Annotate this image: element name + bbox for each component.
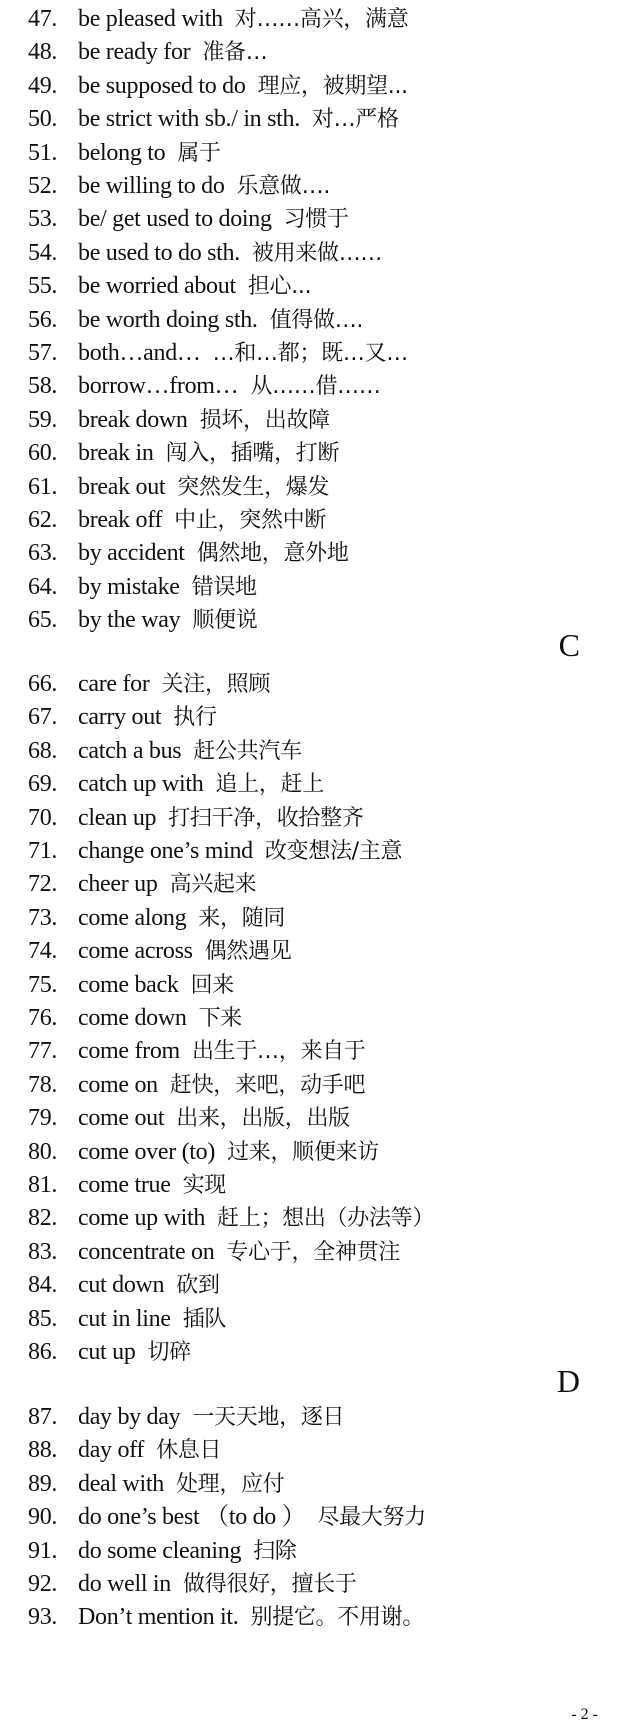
entry-english: break off (78, 507, 163, 533)
entry-number: 84. (28, 1272, 58, 1299)
entry-english: be ready for (78, 39, 191, 66)
vocab-entry (28, 803, 364, 833)
vocab-entry (28, 1103, 350, 1133)
vocab-entry (28, 1170, 226, 1200)
vocab-entry (28, 371, 381, 401)
entry-english: belong to (78, 139, 166, 166)
entry-english: be used to do sth. (78, 239, 240, 266)
entry-english: do one’s best （to do ） (78, 1504, 306, 1531)
entry-chinese: 出来，出版，出版 (176, 1106, 350, 1132)
entry-english: concentrate on (78, 1238, 215, 1265)
entry-chinese: 下来 (198, 1006, 243, 1031)
entry-number: 51. (28, 139, 58, 166)
entry-chinese: 值得做…. (269, 307, 364, 333)
vocab-entry (28, 1502, 426, 1532)
entry-number: 81. (28, 1172, 58, 1198)
vocab-entry (28, 1337, 191, 1367)
entry-number: 75. (28, 971, 58, 998)
entry-chinese: 从……借…… (250, 374, 381, 400)
entry-english: come along (78, 904, 187, 931)
entry-chinese: 赶快，来吧，动手吧 (169, 1072, 366, 1098)
vocab-entry (28, 438, 339, 468)
vocab-entry (28, 538, 349, 568)
entry-english: come up with (78, 1205, 206, 1232)
vocab-entry (28, 605, 257, 635)
entry-number: 80. (28, 1138, 58, 1165)
vocab-entry (28, 1469, 284, 1499)
vocab-entry (28, 970, 234, 1000)
entry-chinese: 追上，赶上 (215, 772, 324, 798)
vocab-entry (28, 305, 363, 335)
entry-english: by the way (78, 607, 181, 634)
entry-number: 73. (28, 904, 58, 931)
entry-chinese: 担心... (247, 274, 312, 300)
entry-number: 69. (28, 771, 58, 798)
entry-chinese: 对……高兴，满意 (234, 7, 409, 32)
vocab-entry (28, 1070, 365, 1100)
entry-english: break down (78, 406, 188, 433)
entry-chinese: 回来 (190, 972, 234, 998)
entry-number: 93. (28, 1604, 58, 1631)
entry-chinese: 闯入，插嘴，打断 (165, 441, 340, 467)
entry-english: cheer up (78, 871, 158, 898)
entry-number: 50. (28, 106, 58, 133)
vocab-entry (28, 204, 349, 234)
entry-chinese: 休息日 (156, 1438, 222, 1464)
entry-number: 82. (28, 1205, 58, 1232)
entry-chinese: 准备… (202, 40, 268, 66)
vocab-entry (28, 1402, 344, 1432)
entry-english: carry out (78, 704, 162, 731)
entry-english: be supposed to do (78, 72, 246, 99)
entry-english: be worried about (78, 273, 236, 300)
entry-number: 53. (28, 206, 58, 233)
vocab-entry (28, 37, 267, 67)
entry-english: cut down (78, 1272, 165, 1299)
entry-english: Don’t mention it. (78, 1604, 239, 1631)
entry-english: come from (78, 1038, 180, 1065)
vocab-entry (28, 71, 408, 101)
entry-chinese: 处理，应付 (175, 1471, 285, 1497)
entry-number: 70. (28, 804, 58, 831)
vocab-entry (28, 4, 408, 34)
entry-chinese: 赶上；想出（办法等） (217, 1206, 435, 1232)
entry-chinese: 理应，被期望... (257, 73, 408, 99)
entry-number: 91. (28, 1537, 58, 1564)
entry-english: clean up (78, 804, 157, 831)
entry-number: 79. (28, 1105, 58, 1132)
entry-english: change one’s mind (78, 838, 253, 864)
entry-number: 49. (28, 72, 58, 99)
vocab-entry (28, 1435, 221, 1465)
entry-number: 92. (28, 1571, 58, 1597)
entry-chinese: 过来，顺便来访 (227, 1139, 379, 1165)
vocab-entry (28, 472, 329, 502)
vocab-entry (28, 171, 330, 201)
vocab-entry (28, 104, 399, 134)
entry-english: be strict with sb./ in sth. (78, 106, 300, 133)
entry-number: 71. (28, 838, 58, 864)
entry-chinese: 中止，突然中断 (174, 508, 327, 533)
entry-number: 63. (28, 540, 58, 567)
entry-number: 83. (28, 1238, 58, 1265)
entry-number: 60. (28, 440, 58, 467)
entry-english: come out (78, 1105, 165, 1132)
entry-english: come down (78, 1005, 187, 1031)
entry-english: be/ get used to doing (78, 206, 272, 233)
entry-number: 90. (28, 1504, 58, 1531)
entry-chinese: 砍到 (176, 1273, 220, 1299)
entry-english: come back (78, 971, 179, 998)
entry-english: be pleased with (78, 6, 223, 32)
entry-chinese: 偶然遇见 (204, 939, 292, 965)
entry-number: 87. (28, 1404, 58, 1430)
entry-english: break in (78, 440, 154, 467)
entry-english: by mistake (78, 573, 180, 600)
vocab-entry (28, 1602, 424, 1632)
entry-english: break out (78, 473, 166, 500)
entry-number: 65. (28, 607, 58, 634)
entry-number: 77. (28, 1038, 58, 1065)
entry-number: 62. (28, 507, 58, 533)
entry-english: do well in (78, 1571, 171, 1597)
entry-chinese: 别提它。不用谢。 (250, 1605, 425, 1631)
vocab-entry (28, 702, 217, 732)
vocab-entry (28, 138, 221, 168)
entry-english: come on (78, 1071, 158, 1098)
entry-chinese: 习惯于 (283, 207, 349, 233)
vocab-entry (28, 869, 256, 899)
entry-chinese: 专心于，全神贯注 (226, 1239, 400, 1265)
entry-number: 58. (28, 373, 58, 400)
entry-number: 59. (28, 406, 58, 433)
entry-number: 57. (28, 340, 58, 366)
entry-number: 48. (28, 39, 58, 66)
entry-chinese: 改变想法/主意 (264, 839, 403, 864)
vocab-entry (28, 669, 270, 699)
entry-chinese: 属于 (177, 140, 221, 166)
entry-chinese: 打扫干净，收拾整齐 (168, 805, 364, 831)
vocab-entry (28, 836, 402, 866)
entry-english: cut in line (78, 1305, 171, 1332)
entry-english: catch up with (78, 771, 204, 798)
entry-english: be worth doing sth. (78, 306, 258, 333)
entry-number: 88. (28, 1437, 58, 1464)
entry-number: 74. (28, 938, 58, 965)
entry-number: 89. (28, 1470, 58, 1497)
vocab-entry (28, 1270, 220, 1300)
vocab-entry (28, 736, 302, 766)
page-number: - 2 - (571, 1706, 598, 1723)
entry-chinese: …和…都；既…又… (212, 341, 408, 366)
entry-chinese: 关注，照顾 (161, 672, 271, 697)
entry-number: 55. (28, 273, 58, 300)
entry-number: 54. (28, 239, 58, 266)
entry-chinese: 赶公共汽车 (193, 738, 302, 764)
entry-chinese: 顺便说 (192, 608, 258, 634)
entry-chinese: 实现 (182, 1173, 226, 1198)
entry-chinese: 扫除 (253, 1538, 297, 1564)
entry-english: do some cleaning (78, 1537, 242, 1564)
entry-chinese: 出生于…，来自于 (191, 1039, 366, 1065)
entry-english: catch a bus (78, 737, 182, 764)
entry-number: 86. (28, 1339, 58, 1365)
entry-chinese: 执行 (173, 705, 217, 731)
vocab-entry (28, 1203, 434, 1233)
entry-chinese: 突然发生，爆发 (177, 474, 330, 500)
entry-english: come true (78, 1172, 171, 1198)
vocab-entry (28, 903, 285, 933)
entry-number: 61. (28, 473, 58, 500)
entry-number: 76. (28, 1005, 58, 1031)
entry-english: cut up (78, 1339, 136, 1365)
entry-english: deal with (78, 1470, 164, 1497)
entry-chinese: 错误地 (191, 574, 257, 600)
entry-english: come across (78, 938, 193, 965)
entry-chinese: 插队 (182, 1306, 227, 1332)
entry-chinese: 尽最大努力 (317, 1505, 426, 1531)
entry-number: 85. (28, 1305, 58, 1332)
entry-number: 67. (28, 704, 58, 731)
entry-number: 56. (28, 306, 58, 333)
entry-number: 72. (28, 871, 58, 898)
vocab-entry (28, 1003, 242, 1033)
entry-chinese: 高兴起来 (169, 872, 257, 898)
entry-chinese: 对…严格 (311, 107, 399, 133)
entry-english: day off (78, 1437, 145, 1464)
entry-chinese: 损坏，出故障 (199, 407, 330, 433)
entry-number: 78. (28, 1071, 58, 1098)
entry-chinese: 乐意做…. (236, 174, 331, 199)
entry-number: 66. (28, 671, 58, 697)
entry-english: borrow…from… (78, 373, 239, 400)
entry-chinese: 来，随同 (198, 905, 286, 931)
entry-english: come over (to) (78, 1138, 216, 1165)
vocab-entry (28, 572, 257, 602)
vocab-entry (28, 271, 311, 301)
entry-number: 64. (28, 573, 58, 600)
entry-number: 52. (28, 173, 58, 199)
vocab-entry (28, 1304, 226, 1334)
vocab-entry (28, 936, 291, 966)
entry-english: be willing to do (78, 173, 225, 199)
vocab-entry (28, 1036, 366, 1066)
vocab-entry (28, 238, 382, 268)
entry-english: by accident (78, 540, 185, 567)
vocab-entry (28, 1237, 400, 1267)
entry-chinese: 做得很好，擅长于 (183, 1572, 357, 1597)
entry-number: 68. (28, 737, 58, 764)
entry-chinese: 一天天地，逐日 (192, 1405, 345, 1430)
vocab-entry (28, 405, 330, 435)
vocab-entry (28, 505, 326, 535)
entry-number: 47. (28, 6, 58, 32)
section-heading-c: C (558, 627, 580, 663)
entry-english: both…and… (78, 340, 201, 366)
vocab-entry (28, 1137, 379, 1167)
entry-chinese: 切碎 (147, 1340, 191, 1365)
entry-chinese: 被用来做…… (251, 240, 383, 266)
vocab-entry (28, 1536, 297, 1566)
vocab-entry (28, 1569, 357, 1599)
vocab-entry (28, 338, 408, 368)
entry-english: care for (78, 671, 150, 697)
entry-english: day by day (78, 1404, 181, 1430)
entry-chinese: 偶然地，意外地 (196, 541, 349, 567)
section-heading-d: D (556, 1363, 580, 1399)
vocab-entry (28, 769, 324, 799)
